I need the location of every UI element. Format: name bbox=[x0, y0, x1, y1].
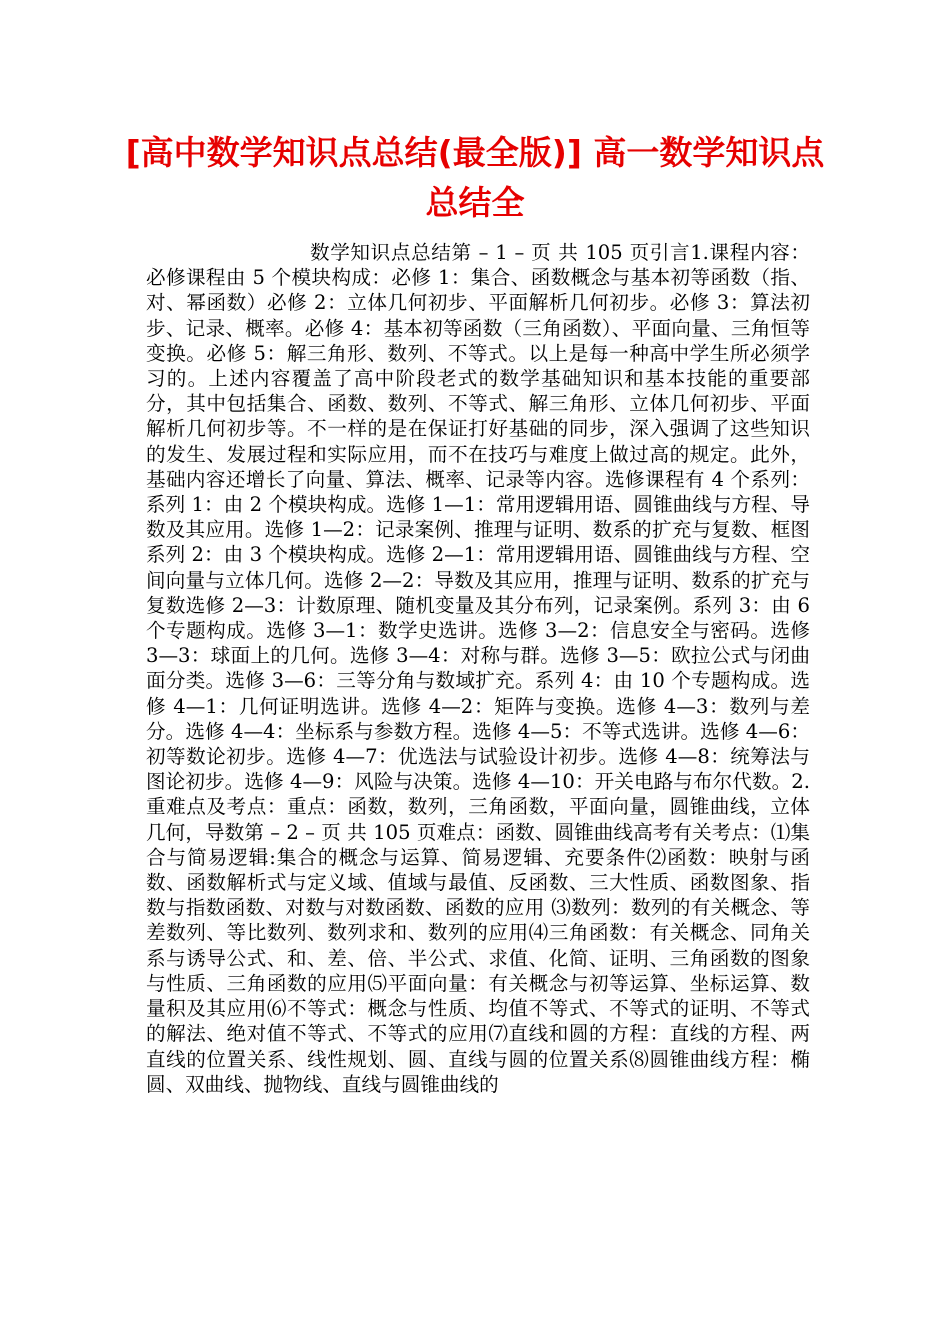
page-title: [高中数学知识点总结(最全版)] 高一数学知识点总结全 bbox=[125, 133, 825, 222]
body-paragraph: 数学知识点总结第 – 1 – 页 共 105 页引言1.课程内容：必修课程由 5 个模块构成：必修 1：集合、函数概念与基本初等函数（指、对、幂函数）必修 2：立体几何初步、平面解析几何初步。必修 3：算法初步、记录、概率。必修 4：基本初等函数（三角函数）、平面向量、三角恒等变换。必修 5：解三角形、数列、不等式。以上是每一种高中学生所必须学习的。上述内容覆盖了高中阶段老式的数学基础知识和基本技能的重要部分，其中包括集合、函数、数列、不等式、解三角形、立体几何初步、平面解析几何初步等。不一样的是在保证打好基础的同步，深入强调了这些知识的发生、发展过程和实际应用，而不在技巧与难度上做过高的规定。此外，基础内容还增长了向量、算法、概率、记录等内容。选修课程有 4 个系列：系列 1：由 2 个模块构成。选修 1—1：常用逻辑用语、圆锥曲线与方程、导数及其应用。选修 1—2：记录案例、推理与证明、数系的扩充与复数、框图系列 2：由 3 个模块构成。选修 2—1：常用逻辑用语、圆锥曲线与方程、空间向量与立体几何。选修 2—2：导数及其应用，推理与证明、数系的扩充与复数选修 2—3：计数原理、随机变量及其分布列，记录案例。系列 3：由 6 个专题构成。选修 3—1：数学史选讲。选修 3—2：信息安全与密码。选修 3—3：球面上的几何。选修 3—4：对称与群。选修 3—5：欧拉公式与闭曲面分类。选修 3—6：三等分角与数域扩充。系列 4：由 10 个专题构成。选修 4—1：几何证明选讲。选修 4—2：矩阵与变换。选修 4—3：数列与差分。选修 4—4：坐标系与参数方程。选修 4—5：不等式选讲。选修 4—6：初等数论初步。选修 4—7：优选法与试验设计初步。选修 4—8：统筹法与图论初步。选修 4—9：风险与决策。选修 4—10：开关电路与布尔代数。2.重难点及考点：重点：函数，数列，三角函数，平面向量，圆锥曲线，立体几何，导数第 – 2 – 页 共 105 页难点：函数、圆锥曲线高考有关考点：⑴集合与简易逻辑:集合的概念与运算、简易逻辑、充要条件⑵函数：映射与函数、函数解析式与定义域、值域与最值、反函数、三大性质、函数图象、指数与指数函数、对数与对数函数、函数的应用 ⑶数列：数列的有关概念、等差数列、等比数列、数列求和、数列的应用⑷三角函数：有关概念、同角关系与诱导公式、和、差、倍、半公式、求值、化简、证明、三角函数的图象与性质、三角函数的应用⑸平面向量：有关概念与初等运算、坐标运算、数量积及其应用⑹不等式：概念与性质、均值不等式、不等式的证明、不等式的解法、绝对值不等式、不等式的应用⑺直线和圆的方程：直线的方程、两直线的位置关系、线性规划、圆、直线与圆的位置关系⑻圆锥曲线方程：椭圆、双曲线、抛物线、直线与圆锥曲线的 bbox=[146, 241, 810, 1096]
